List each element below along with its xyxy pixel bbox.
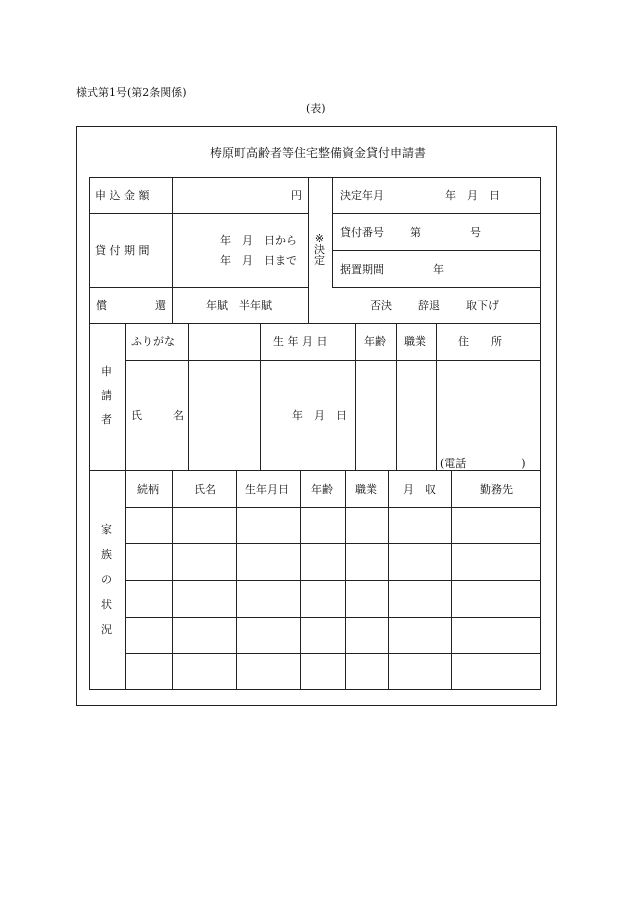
withdrawal-label: 辞退 <box>418 299 440 312</box>
phone-label: (電話 ) <box>440 457 526 470</box>
furigana-label: ふりがな <box>131 335 175 348</box>
family-col-job: 職業 <box>355 483 377 496</box>
form-number: 様式第1号(第2条関係) <box>76 86 187 99</box>
line <box>436 323 437 470</box>
line <box>125 580 541 581</box>
line <box>125 507 541 508</box>
side-label: (表) <box>306 102 326 115</box>
loan-period-to: 年 月 日まで <box>220 254 297 267</box>
loan-period-from: 年 月 日から <box>220 234 297 247</box>
line <box>308 177 309 323</box>
line <box>332 177 333 287</box>
name-label-left: 氏 <box>131 409 142 422</box>
side-char: 者 <box>101 413 112 426</box>
family-side-label <box>101 524 112 635</box>
line <box>300 470 301 690</box>
side-char: 族 <box>101 548 112 561</box>
form-title: 梼原町高齢者等住宅整備資金貸付申請書 <box>210 146 427 160</box>
side-char: 請 <box>101 389 112 402</box>
line <box>332 213 541 214</box>
applicant-side-label <box>101 366 112 425</box>
family-col-relation: 続柄 <box>137 483 159 496</box>
name-label-right: 名 <box>173 409 184 422</box>
family-col-age: 年齢 <box>311 483 333 496</box>
line <box>89 213 308 214</box>
apply-amount-label: 申 込 金 額 <box>95 189 150 202</box>
age-header: 年齢 <box>364 335 386 348</box>
line <box>125 653 541 654</box>
line <box>396 323 397 470</box>
family-col-name: 氏名 <box>194 483 216 496</box>
line <box>332 287 541 288</box>
repayment-value: 年賦 半年賦 <box>206 299 272 312</box>
loan-number-suffix: 号 <box>470 226 481 239</box>
loan-period-label: 貸 付 期 間 <box>95 244 150 257</box>
line <box>188 323 189 470</box>
decision-date-label: 決定年月 <box>340 189 384 202</box>
job-header: 職業 <box>404 335 426 348</box>
line <box>355 323 356 470</box>
family-col-income: 月 収 <box>403 483 436 496</box>
side-char: 申 <box>101 365 112 378</box>
decision-char: 決 <box>314 243 325 256</box>
line <box>125 617 541 618</box>
line <box>172 177 173 323</box>
line <box>89 470 541 471</box>
decision-vertical-label <box>314 233 325 266</box>
side-char: 況 <box>101 623 112 636</box>
loan-number-prefix: 第 <box>410 226 421 239</box>
line <box>236 470 237 690</box>
line <box>125 543 541 544</box>
family-col-workplace: 勤務先 <box>480 483 513 496</box>
decision-mark: ※ <box>314 232 325 245</box>
birth-header: 生 年 月 日 <box>273 335 328 348</box>
line <box>451 470 452 690</box>
line <box>260 323 261 470</box>
line <box>89 323 541 324</box>
repayment-label-left: 償 <box>96 299 107 312</box>
rejection-label: 否決 <box>370 299 392 312</box>
decision-char: 定 <box>314 254 325 267</box>
side-char: 家 <box>101 523 112 536</box>
birth-value: 年 月 日 <box>292 409 347 422</box>
side-char: 状 <box>101 598 112 611</box>
family-col-birth: 生年月日 <box>245 483 289 496</box>
repayment-label-right: 還 <box>155 299 166 312</box>
side-char: の <box>101 573 112 586</box>
line <box>388 470 389 690</box>
yen-unit: 円 <box>291 189 302 202</box>
line <box>332 250 541 251</box>
cancel-label: 取下げ <box>466 299 499 312</box>
address-header: 住 所 <box>458 335 502 348</box>
loan-number-label: 貸付番号 <box>340 226 384 239</box>
deferment-unit: 年 <box>433 263 444 276</box>
line <box>345 470 346 690</box>
line <box>172 470 173 690</box>
line <box>89 287 308 288</box>
deferment-label: 据置期間 <box>340 263 384 276</box>
decision-date-value: 年 月 日 <box>445 189 500 202</box>
